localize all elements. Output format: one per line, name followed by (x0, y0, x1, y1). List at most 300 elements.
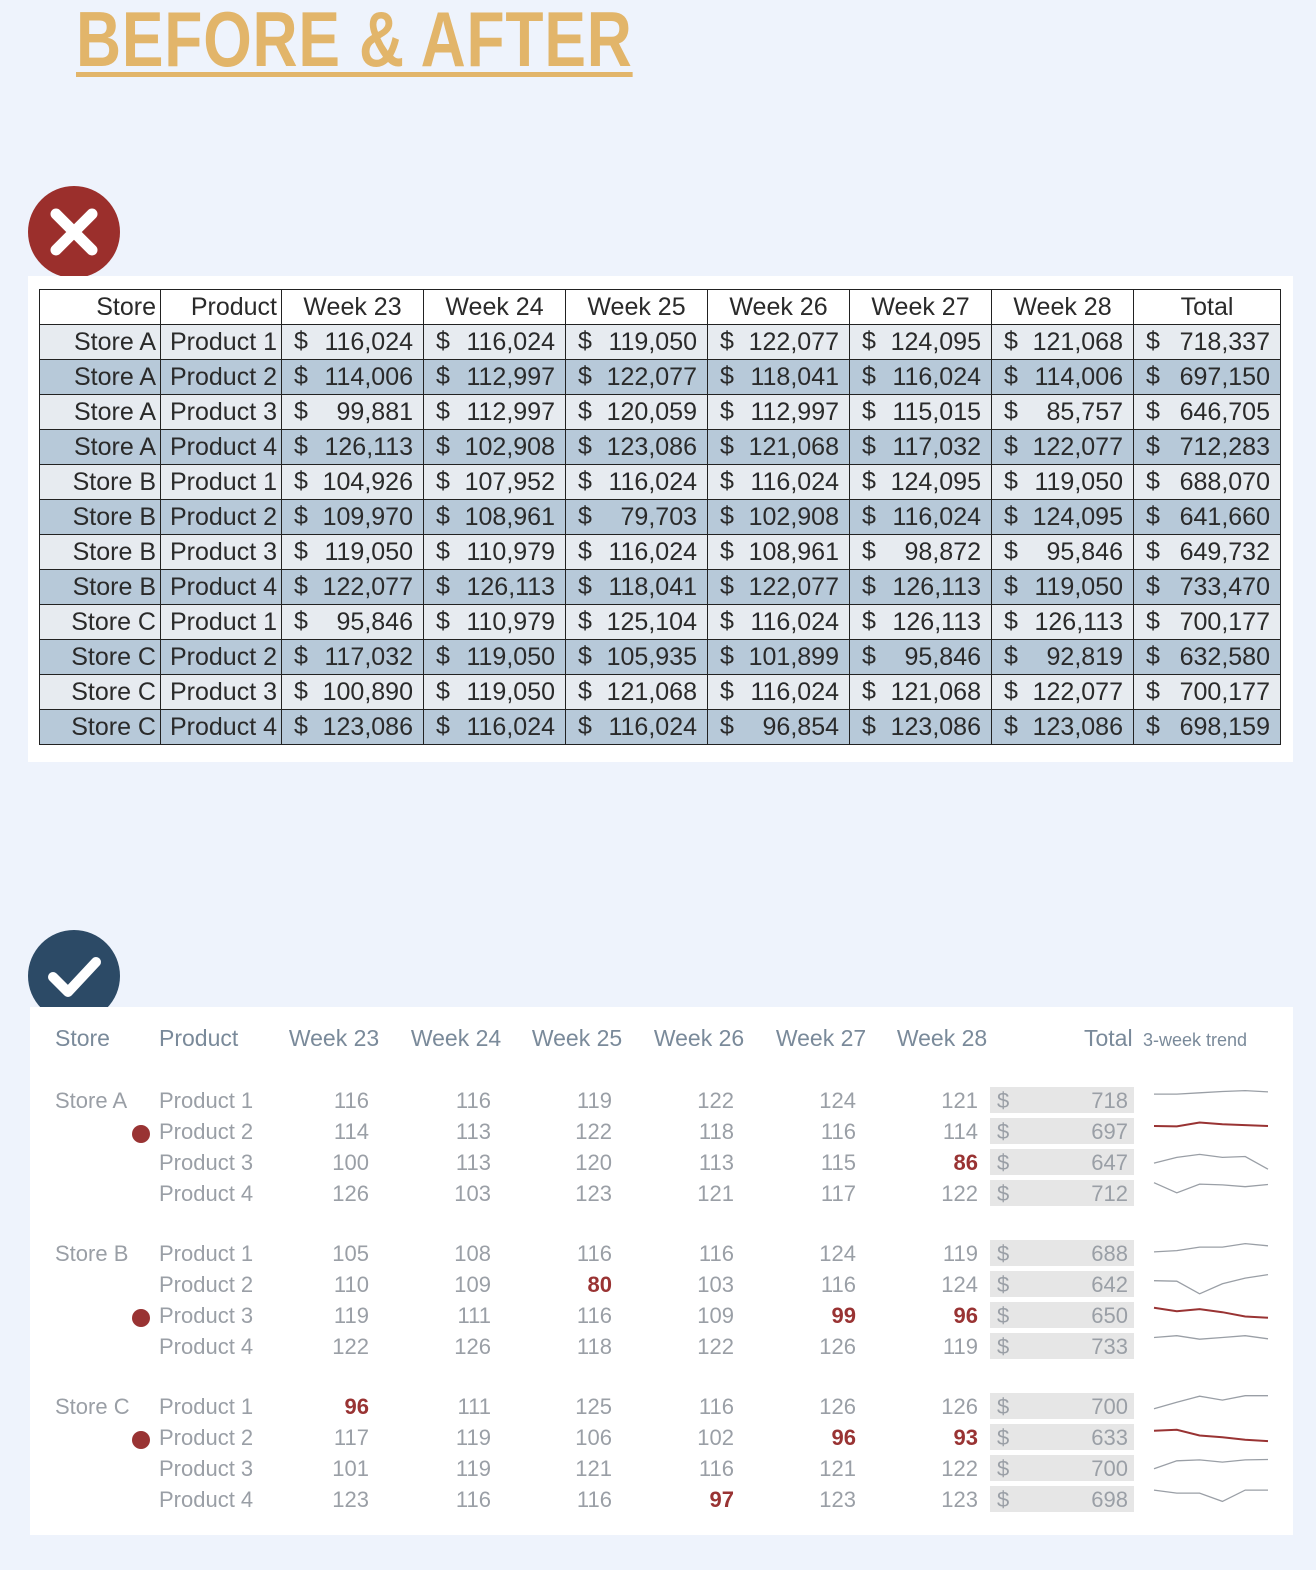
week-value: 117 (820, 1181, 856, 1206)
before-value-cell (992, 710, 1134, 745)
week-value: 116 (576, 1303, 612, 1328)
week-value: 116 (820, 1272, 856, 1297)
before-table-row (40, 395, 1281, 430)
product-label: Product 3 (159, 1456, 254, 1481)
after-table-row (30, 1085, 1293, 1116)
after-table-row (30, 1147, 1293, 1178)
currency-symbol: $ (578, 712, 592, 740)
currency-symbol: $ (997, 1272, 1010, 1297)
currency-symbol: $ (862, 642, 876, 670)
cell-value: 104,926 (322, 467, 413, 496)
before-product-cell: Product 1 (161, 605, 282, 640)
cell-value: 96,854 (762, 712, 839, 741)
sparkline-path (1154, 1275, 1268, 1294)
sparkline-path (1154, 1154, 1268, 1169)
currency-symbol: $ (720, 362, 734, 390)
cell-value: 116,024 (750, 607, 839, 636)
cell-value: 116,024 (466, 327, 555, 356)
cell-value: 102,908 (748, 502, 839, 531)
before-value-cell (992, 360, 1134, 395)
before-header-cell: Product (161, 290, 282, 325)
after-table-row (30, 1391, 1293, 1422)
before-value-cell (708, 465, 850, 500)
currency-symbol: $ (436, 327, 450, 355)
cell-value: 107,952 (464, 467, 555, 496)
currency-symbol: $ (436, 642, 450, 670)
cell-value: 101,899 (748, 642, 839, 671)
before-value-cell (708, 535, 850, 570)
alert-dot-icon (132, 1125, 150, 1143)
before-product-cell: Product 1 (161, 465, 282, 500)
cell-value: 126,113 (892, 607, 981, 636)
week-value: 116 (455, 1088, 491, 1113)
cell-value: 108,961 (748, 537, 839, 566)
before-total-cell (1134, 605, 1281, 640)
currency-symbol: $ (720, 607, 734, 635)
cell-value: 126,113 (466, 572, 555, 601)
cell-value: 112,997 (466, 362, 555, 391)
currency-symbol: $ (720, 712, 734, 740)
cell-value: 123,086 (606, 432, 697, 461)
week-value: 114 (942, 1119, 978, 1144)
before-value-cell (424, 500, 566, 535)
before-value-cell (708, 325, 850, 360)
cell-value: 649,732 (1179, 537, 1270, 566)
week-value: 118 (576, 1334, 612, 1359)
week-value: 111 (457, 1394, 491, 1419)
currency-symbol: $ (436, 467, 450, 495)
week-value: 111 (457, 1303, 491, 1328)
week-value: 122 (941, 1181, 978, 1206)
before-table-row (40, 640, 1281, 675)
cell-value: 688,070 (1179, 467, 1270, 496)
cell-value: 125,104 (606, 607, 697, 636)
cell-value: 126,113 (1034, 607, 1123, 636)
currency-symbol: $ (294, 432, 308, 460)
cell-value: 95,846 (904, 642, 981, 671)
week-value: 113 (698, 1150, 734, 1175)
before-value-cell (992, 605, 1134, 640)
before-store-cell: Store B (40, 500, 161, 535)
sparkline-path (1154, 1123, 1268, 1127)
sparkline-path (1154, 1396, 1268, 1409)
currency-symbol: $ (436, 362, 450, 390)
product-label: Product 1 (159, 1394, 254, 1419)
before-value-cell (992, 395, 1134, 430)
currency-symbol: $ (862, 677, 876, 705)
currency-symbol: $ (436, 677, 450, 705)
total-value: 650 (1091, 1303, 1128, 1328)
cell-value: 79,703 (620, 502, 697, 531)
currency-symbol: $ (578, 572, 592, 600)
before-value-cell (424, 360, 566, 395)
currency-symbol: $ (578, 432, 592, 460)
cell-value: 85,757 (1046, 397, 1123, 426)
currency-symbol: $ (1146, 572, 1160, 600)
currency-symbol: $ (1146, 397, 1160, 425)
after-table-row (30, 1116, 1293, 1147)
week-value: 117 (333, 1425, 369, 1450)
cell-value: 118,041 (608, 572, 697, 601)
week-value: 123 (575, 1181, 612, 1206)
week-value: 116 (333, 1088, 369, 1113)
product-label: Product 2 (159, 1425, 254, 1450)
before-table-row (40, 360, 1281, 395)
week-value: 116 (698, 1456, 734, 1481)
week-value: 96 (831, 1425, 856, 1450)
total-value: 733 (1091, 1334, 1128, 1359)
before-header-cell: Week 25 (566, 290, 708, 325)
sparkline-path (1154, 1308, 1268, 1318)
sparkline-path (1154, 1336, 1268, 1340)
before-value-cell (282, 500, 424, 535)
before-total-cell (1134, 675, 1281, 710)
week-value: 121 (575, 1456, 612, 1481)
after-table-header (30, 1023, 1293, 1054)
cell-value: 121,068 (748, 432, 839, 461)
total-value: 633 (1091, 1425, 1128, 1450)
week-value: 86 (953, 1150, 978, 1175)
trend-sparkline (1152, 1086, 1270, 1114)
cell-value: 116,024 (750, 677, 839, 706)
currency-symbol: $ (578, 327, 592, 355)
before-value-cell (708, 675, 850, 710)
week-value: 123 (941, 1487, 978, 1512)
cell-value: 116,024 (608, 712, 697, 741)
currency-symbol: $ (997, 1150, 1010, 1175)
before-value-cell (424, 570, 566, 605)
currency-symbol: $ (862, 607, 876, 635)
cell-value: 95,846 (336, 607, 413, 636)
cell-value: 122,077 (1032, 677, 1123, 706)
currency-symbol: $ (578, 537, 592, 565)
before-table-row (40, 325, 1281, 360)
before-header-cell: Week 24 (424, 290, 566, 325)
before-total-cell (1134, 640, 1281, 675)
before-value-cell (850, 710, 992, 745)
before-store-cell: Store C (40, 710, 161, 745)
currency-symbol: $ (1004, 397, 1018, 425)
before-value-cell (424, 465, 566, 500)
trend-sparkline (1152, 1239, 1270, 1267)
before-value-cell (566, 605, 708, 640)
currency-symbol: $ (862, 467, 876, 495)
before-value-cell (282, 325, 424, 360)
week-value: 121 (819, 1456, 856, 1481)
header-week-26: Week 26 (653, 1025, 745, 1051)
week-value: 100 (332, 1150, 369, 1175)
before-store-cell: Store A (40, 325, 161, 360)
cell-value: 99,881 (336, 397, 413, 426)
cell-value: 100,890 (322, 677, 413, 706)
before-value-cell (850, 535, 992, 570)
week-value: 105 (332, 1241, 369, 1266)
week-value: 116 (698, 1241, 734, 1266)
currency-symbol: $ (720, 327, 734, 355)
week-value: 115 (820, 1150, 856, 1175)
product-label: Product 1 (159, 1241, 254, 1266)
currency-symbol: $ (294, 607, 308, 635)
trend-sparkline (1152, 1485, 1270, 1513)
before-value-cell (850, 500, 992, 535)
cell-value: 122,077 (606, 362, 697, 391)
after-table-row (30, 1422, 1293, 1453)
currency-symbol: $ (862, 397, 876, 425)
before-header-cell: Total (1134, 290, 1281, 325)
before-total-cell (1134, 395, 1281, 430)
before-product-cell: Product 3 (161, 675, 282, 710)
week-value: 119 (942, 1241, 978, 1266)
cell-value: 119,050 (466, 677, 555, 706)
cell-value: 121,068 (890, 677, 981, 706)
cell-value: 120,059 (606, 397, 697, 426)
currency-symbol: $ (720, 397, 734, 425)
currency-symbol: $ (720, 467, 734, 495)
currency-symbol: $ (294, 467, 308, 495)
week-value: 116 (576, 1241, 612, 1266)
week-value: 119 (333, 1303, 369, 1328)
currency-symbol: $ (436, 712, 450, 740)
currency-symbol: $ (862, 327, 876, 355)
after-table-panel (30, 1007, 1293, 1535)
currency-symbol: $ (578, 502, 592, 530)
week-value: 121 (697, 1181, 734, 1206)
trend-sparkline (1152, 1148, 1270, 1176)
week-value: 116 (455, 1487, 491, 1512)
cell-value: 92,819 (1046, 642, 1123, 671)
week-value: 109 (697, 1303, 734, 1328)
week-value: 122 (941, 1456, 978, 1481)
before-value-cell (282, 465, 424, 500)
store-label: Store C (55, 1394, 130, 1419)
currency-symbol: $ (720, 502, 734, 530)
cell-value: 697,150 (1179, 362, 1270, 391)
total-value: 697 (1091, 1119, 1128, 1144)
cell-value: 115,015 (892, 397, 981, 426)
before-value-cell (566, 430, 708, 465)
cell-value: 116,024 (466, 712, 555, 741)
total-value: 700 (1091, 1394, 1128, 1419)
currency-symbol: $ (997, 1119, 1010, 1144)
before-value-cell (566, 675, 708, 710)
cell-value: 116,024 (892, 502, 981, 531)
before-store-cell: Store A (40, 395, 161, 430)
before-table-row (40, 605, 1281, 640)
before-value-cell (566, 710, 708, 745)
week-value: 80 (587, 1272, 612, 1297)
cell-value: 114,006 (324, 362, 413, 391)
cell-value: 698,159 (1179, 712, 1270, 741)
cell-value: 112,997 (466, 397, 555, 426)
currency-symbol: $ (1004, 607, 1018, 635)
product-label: Product 4 (159, 1487, 254, 1512)
currency-symbol: $ (997, 1181, 1010, 1206)
page-title: BEFORE & AFTER (76, 0, 633, 83)
currency-symbol: $ (294, 712, 308, 740)
week-value: 97 (709, 1487, 734, 1512)
currency-symbol: $ (578, 677, 592, 705)
currency-symbol: $ (1004, 467, 1018, 495)
week-value: 123 (332, 1487, 369, 1512)
after-table-row (30, 1238, 1293, 1269)
before-table-row (40, 430, 1281, 465)
before-value-cell (424, 710, 566, 745)
currency-symbol: $ (1004, 327, 1018, 355)
cell-value: 126,113 (892, 572, 981, 601)
currency-symbol: $ (1004, 362, 1018, 390)
before-value-cell (424, 640, 566, 675)
cell-value: 108,961 (464, 502, 555, 531)
currency-symbol: $ (997, 1394, 1010, 1419)
before-value-cell (424, 535, 566, 570)
before-table-row (40, 535, 1281, 570)
currency-symbol: $ (862, 362, 876, 390)
currency-symbol: $ (578, 397, 592, 425)
cell-value: 110,979 (466, 537, 555, 566)
cell-value: 98,872 (904, 537, 981, 566)
currency-symbol: $ (1004, 642, 1018, 670)
week-value: 119 (942, 1334, 978, 1359)
before-total-cell (1134, 500, 1281, 535)
trend-sparkline (1152, 1392, 1270, 1420)
cell-value: 126,113 (324, 432, 413, 461)
before-value-cell (282, 535, 424, 570)
week-value: 116 (820, 1119, 856, 1144)
after-table-row (30, 1269, 1293, 1300)
currency-symbol: $ (294, 572, 308, 600)
before-value-cell (282, 640, 424, 675)
currency-symbol: $ (578, 467, 592, 495)
before-value-cell (992, 430, 1134, 465)
trend-sparkline (1152, 1301, 1270, 1329)
cell-value: 102,908 (464, 432, 555, 461)
currency-symbol: $ (1146, 467, 1160, 495)
week-value: 113 (455, 1119, 491, 1144)
currency-symbol: $ (720, 537, 734, 565)
currency-symbol: $ (997, 1303, 1010, 1328)
cell-value: 117,032 (892, 432, 981, 461)
week-value: 122 (697, 1088, 734, 1113)
before-store-cell: Store A (40, 430, 161, 465)
before-store-cell: Store C (40, 605, 161, 640)
cell-value: 121,068 (1032, 327, 1123, 356)
before-store-cell: Store A (40, 360, 161, 395)
week-value: 96 (953, 1303, 978, 1328)
cell-value: 119,050 (324, 537, 413, 566)
currency-symbol: $ (1146, 502, 1160, 530)
week-value: 121 (941, 1088, 978, 1113)
total-value: 688 (1091, 1241, 1128, 1266)
before-header-cell: Week 26 (708, 290, 850, 325)
before-value-cell (850, 605, 992, 640)
before-product-cell: Product 3 (161, 535, 282, 570)
before-product-cell: Product 4 (161, 710, 282, 745)
currency-symbol: $ (436, 502, 450, 530)
before-store-cell: Store B (40, 570, 161, 605)
week-value: 93 (953, 1425, 978, 1450)
cell-value: 641,660 (1179, 502, 1270, 531)
currency-symbol: $ (862, 572, 876, 600)
before-table-row (40, 675, 1281, 710)
before-header-cell: Week 23 (282, 290, 424, 325)
sparkline-path (1154, 1244, 1268, 1252)
cell-value: 121,068 (606, 677, 697, 706)
currency-symbol: $ (1146, 327, 1160, 355)
before-product-cell: Product 1 (161, 325, 282, 360)
week-value: 122 (575, 1119, 612, 1144)
currency-symbol: $ (1004, 502, 1018, 530)
before-value-cell (424, 325, 566, 360)
cell-value: 116,024 (608, 537, 697, 566)
before-store-cell: Store B (40, 535, 161, 570)
currency-symbol: $ (862, 502, 876, 530)
product-label: Product 3 (159, 1303, 254, 1328)
header-week-27: Week 27 (775, 1025, 867, 1051)
week-value: 122 (332, 1334, 369, 1359)
before-value-cell (282, 570, 424, 605)
before-value-cell (566, 465, 708, 500)
product-label: Product 3 (159, 1150, 254, 1175)
trend-sparkline (1152, 1454, 1270, 1482)
before-table (39, 289, 1281, 745)
currency-symbol: $ (1004, 537, 1018, 565)
cell-value: 116,024 (324, 327, 413, 356)
currency-symbol: $ (862, 432, 876, 460)
week-value: 126 (941, 1394, 978, 1419)
total-value: 700 (1091, 1456, 1128, 1481)
cell-value: 112,997 (750, 397, 839, 426)
cell-value: 733,470 (1179, 572, 1270, 601)
header-store: Store (55, 1025, 110, 1051)
currency-symbol: $ (1146, 607, 1160, 635)
trend-sparkline (1152, 1423, 1270, 1451)
currency-symbol: $ (1004, 712, 1018, 740)
header-trend: 3-week trend (1143, 1030, 1248, 1050)
cell-value: 124,095 (890, 327, 981, 356)
before-value-cell (850, 360, 992, 395)
week-value: 119 (455, 1425, 491, 1450)
week-value: 120 (575, 1150, 612, 1175)
currency-symbol: $ (294, 362, 308, 390)
header-week-24: Week 24 (410, 1025, 502, 1051)
week-value: 119 (455, 1456, 491, 1481)
currency-symbol: $ (294, 502, 308, 530)
total-value: 712 (1091, 1181, 1128, 1206)
cell-value: 122,077 (1032, 432, 1123, 461)
before-value-cell (708, 430, 850, 465)
alert-dot-icon (132, 1309, 150, 1327)
before-product-cell: Product 2 (161, 360, 282, 395)
after-table-row (30, 1178, 1293, 1209)
before-product-cell: Product 4 (161, 570, 282, 605)
trend-sparkline (1152, 1270, 1270, 1298)
week-value: 108 (454, 1241, 491, 1266)
before-value-cell (708, 710, 850, 745)
before-value-cell (992, 675, 1134, 710)
sparkline-path (1154, 1430, 1268, 1441)
before-value-cell (708, 395, 850, 430)
before-table-row (40, 570, 1281, 605)
cell-value: 119,050 (466, 642, 555, 671)
before-store-cell: Store B (40, 465, 161, 500)
product-label: Product 1 (159, 1088, 254, 1113)
before-value-cell (850, 430, 992, 465)
currency-symbol: $ (294, 537, 308, 565)
before-total-cell (1134, 465, 1281, 500)
currency-symbol: $ (720, 642, 734, 670)
currency-symbol: $ (997, 1487, 1010, 1512)
after-table-row (30, 1300, 1293, 1331)
